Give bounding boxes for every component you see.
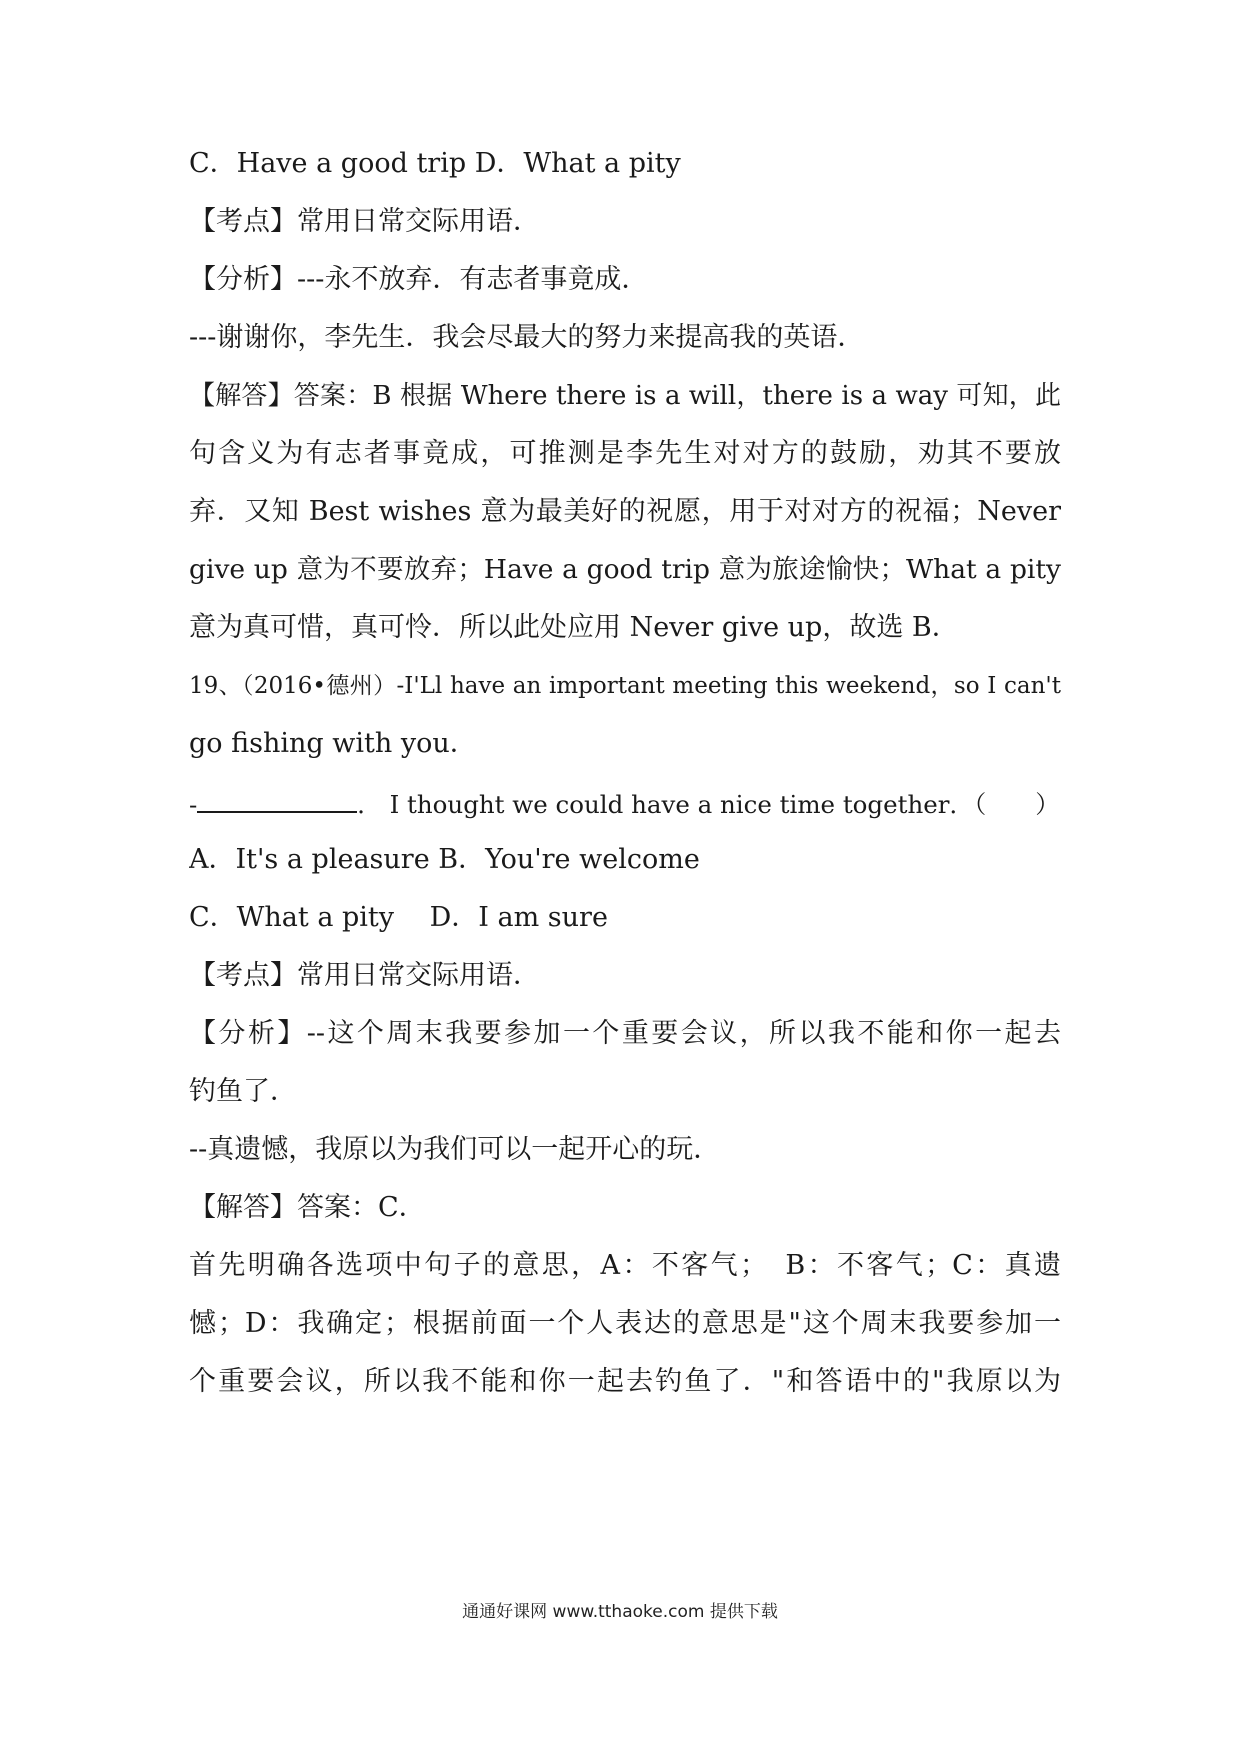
jieda-line-1: 【解答】答案：B 根据 Where there is a will，there is a way 可知，此 bbox=[189, 381, 1061, 411]
jieda-line-5: 意为真可惜，真可怜．所以此处应用 Never give up，故选 B． bbox=[189, 612, 959, 643]
option-line-c-d: C．Have a good trip D．What a pity bbox=[189, 148, 681, 179]
jieda-line-4: give up 意为不要放弃；Have a good trip 意为旅途愉快；What a pity bbox=[189, 554, 1061, 585]
blank-prefix: - bbox=[189, 790, 198, 819]
fenxi-reply-line: ---谢谢你，李先生．我会尽最大的努力来提高我的英语． bbox=[189, 322, 865, 353]
fenxi-line-2-cont: 钓鱼了． bbox=[189, 1076, 297, 1107]
footer-text: 通通好课网 www.tthaoke.com 提供下载 bbox=[462, 1602, 778, 1622]
explanation-line-3: 个重要会议，所以我不能和你一起去钓鱼了．"和答语中的"我原以为 bbox=[189, 1366, 1061, 1397]
question-19-line-1: 19、（2016•德州）-I'Ll have an important meeting this weekend，so I can't bbox=[189, 673, 1061, 699]
explanation-line-1: 首先明确各选项中句子的意思，A：不客气； B：不客气；C：真遗 bbox=[189, 1250, 1061, 1281]
question-19-line-3: I thought we could have a nice time together．（ ） bbox=[389, 790, 1060, 819]
explanation-line-2: 憾；D：我确定；根据前面一个人表达的意思是"这个周末我要参加一 bbox=[189, 1308, 1061, 1339]
option-line-a-b: A．It's a pleasure B．You're welcome bbox=[189, 844, 700, 875]
blank-suffix: ． bbox=[357, 790, 382, 819]
jieda-line-2: 句含义为有志者事竟成，可推测是李先生对对方的鼓励，劝其不要放 bbox=[189, 438, 1061, 469]
question-19-answer-blank-line bbox=[189, 785, 1061, 822]
jieda-answer-line: 【解答】答案：C． bbox=[189, 1192, 426, 1223]
fenxi-reply-line-2: --真遗憾，我原以为我们可以一起开心的玩． bbox=[189, 1134, 721, 1165]
option-line-c-d-2: C．What a pity D．I am sure bbox=[189, 902, 608, 933]
kaodian-line-2: 【考点】常用日常交际用语． bbox=[189, 960, 540, 991]
fenxi-line: 【分析】---永不放弃．有志者事竟成． bbox=[189, 264, 649, 295]
jieda-line-3: 弃．又知 Best wishes 意为最美好的祝愿，用于对对方的祝福；Never bbox=[189, 496, 1061, 527]
question-19-line-2: go fishing with you． bbox=[189, 728, 477, 759]
answer-blank bbox=[197, 785, 357, 813]
fenxi-line-2: 【分析】--这个周末我要参加一个重要会议，所以我不能和你一起去 bbox=[189, 1018, 1061, 1049]
kaodian-line: 【考点】常用日常交际用语． bbox=[189, 206, 540, 237]
